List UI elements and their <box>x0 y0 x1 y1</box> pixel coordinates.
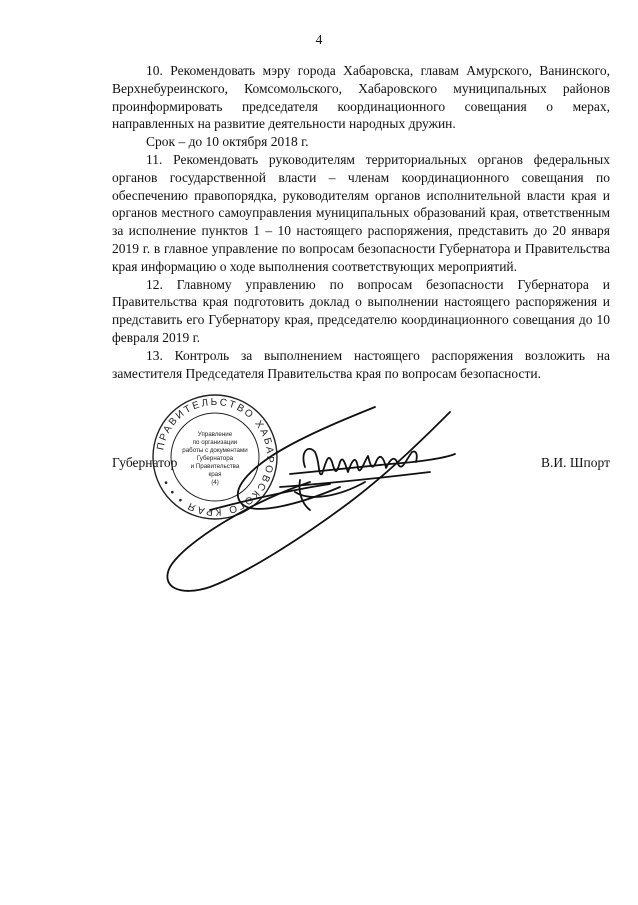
signatory-title: Губернатор <box>112 455 178 470</box>
svg-text:Управление: Управление <box>197 431 233 438</box>
signatory-name: В.И. Шпорт <box>541 455 610 470</box>
svg-text:по организации: по организации <box>192 439 238 446</box>
svg-text:и Правительства: и Правительства <box>190 463 240 470</box>
deadline-line: Срок – до 10 октября 2018 г. <box>146 134 309 150</box>
svg-text:ПРАВИТЕЛЬСТВО ХАБАРОВСКОГО КРА: ПРАВИТЕЛЬСТВО ХАБАРОВСКОГО КРАЯ • • • <box>155 396 276 518</box>
svg-text:края: края <box>208 471 222 478</box>
paragraph-13: 13. Контроль за выполнением настоящего распоряжения возложить на заместителя Председателя Правительства края по вопросам безопасности. <box>112 347 610 381</box>
svg-text:Губернатора: Губернатора <box>196 455 234 462</box>
svg-text:(4): (4) <box>211 479 219 486</box>
page-number: 4 <box>315 32 323 47</box>
paragraph-10: 10. Рекомендовать мэру города Хабаровска, главам Амурского, Ванинского, Верхнебуреинского, Комсомольского, Хабаровского муниципальных районов проинформировать председателя координационного совещания о мерах, направленных на развитие деятельности народных дружин. <box>112 63 610 132</box>
svg-text:работы с документами: работы с документами <box>182 447 248 454</box>
document-body <box>112 62 610 382</box>
paragraph-12: 12. Главному управлению по вопросам безопасности Губернатора и Правительства края подготовить доклад о выполнении настоящего распоряжения и представить его Губернатору края, председателю координационного совещания до 10 февраля 2019 г. <box>112 276 610 345</box>
handwritten-signature <box>150 392 470 602</box>
paragraph-11: 11. Рекомендовать руководителям территориальных органов федеральных органов государственной власти – членам координационного совещания по обеспечению правопорядка, руководителям органов исполнительной власти края и органов местного самоуправления муниципальных образований края, ответственным за исполнение пунктов 1 – 10 настоящего распоряжения, представить до 20 января 2019 г. в главное управление по вопросам безопасности Губернатора и Правительства края информацию о ходе выполнения соответствующих мероприятий. <box>112 151 610 274</box>
